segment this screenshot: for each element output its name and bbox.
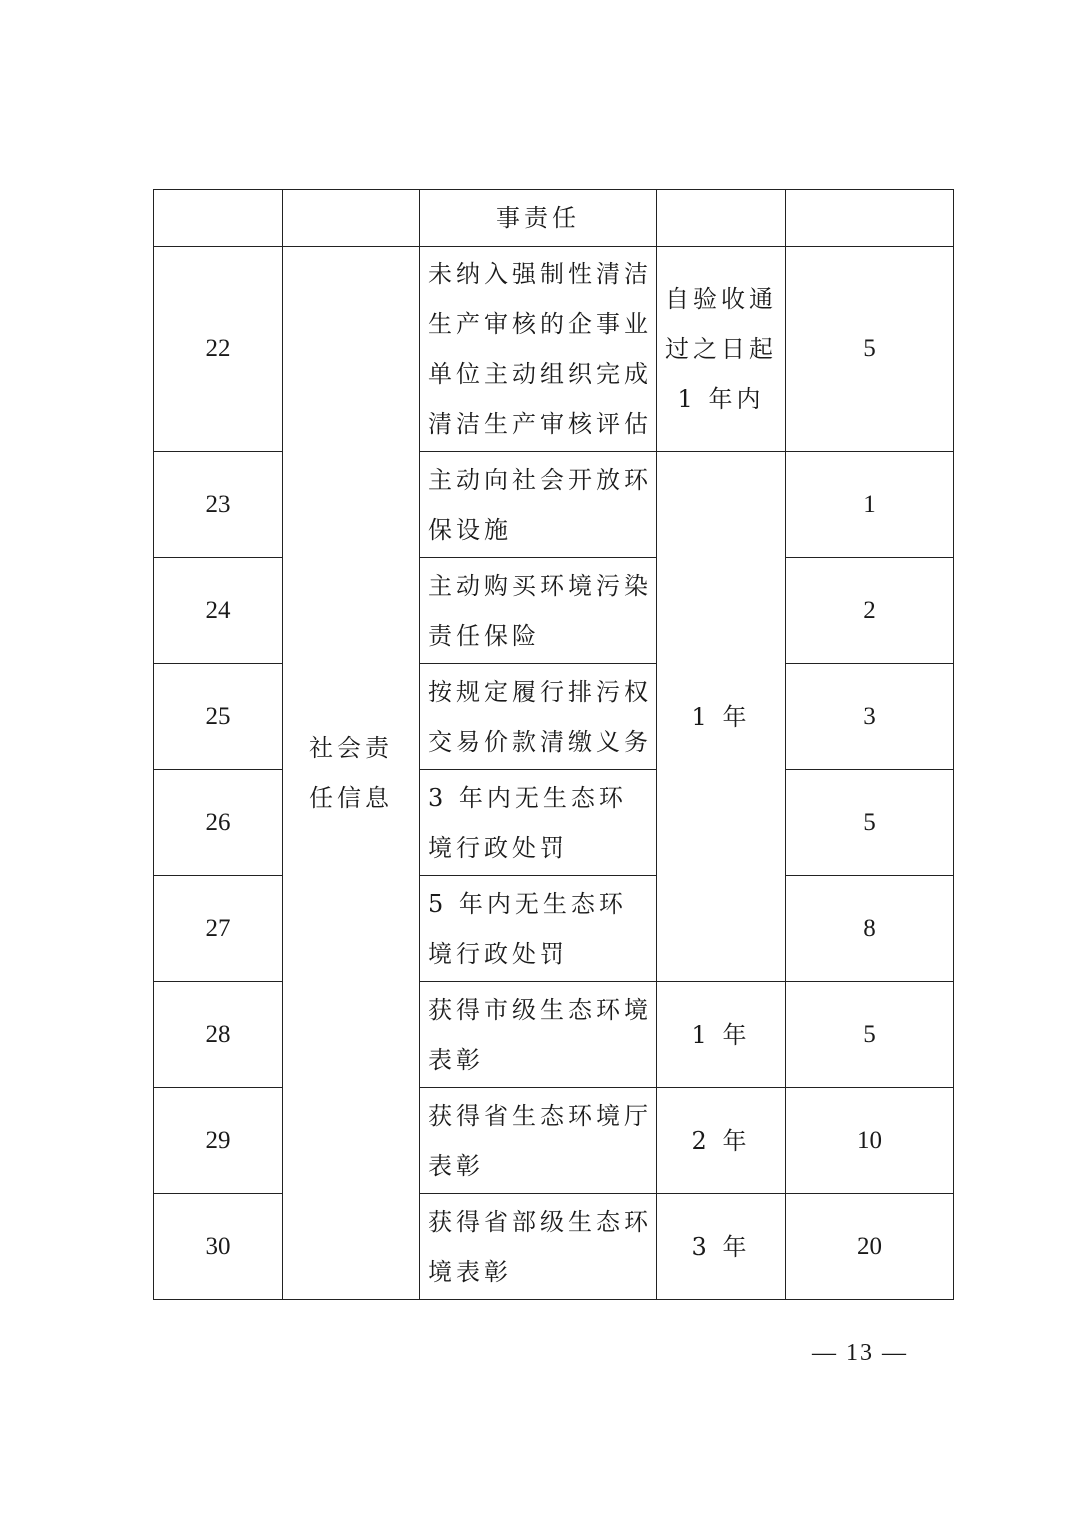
score-cell: 5 <box>786 247 954 452</box>
item-cell <box>420 190 657 247</box>
score-cell: 2 <box>786 558 954 664</box>
item-text: 3 年内无生态环境行政处罚 <box>428 783 627 862</box>
validity-text: 3 年 <box>691 1232 751 1261</box>
item-cell <box>420 1088 657 1194</box>
category-cell <box>283 247 420 1300</box>
item-text: 按规定履行排污权交易价款清缴义务 <box>428 677 652 756</box>
table-row <box>154 1088 954 1194</box>
item-cell <box>420 770 657 876</box>
item-cell <box>420 558 657 664</box>
validity-cell <box>657 190 786 247</box>
table-row <box>154 558 954 664</box>
no-cell: 23 <box>154 452 283 558</box>
table-row <box>154 1194 954 1300</box>
category-text: 社会责任信息 <box>309 734 393 812</box>
table-row <box>154 770 954 876</box>
item-text: 主动购买环境污染责任保险 <box>428 571 652 650</box>
item-cell <box>420 247 657 452</box>
validity-text: 2 年 <box>691 1126 751 1155</box>
page-number: — 13 — <box>812 1340 908 1366</box>
score-cell: 8 <box>786 876 954 982</box>
category-cell <box>283 190 420 247</box>
no-cell: 24 <box>154 558 283 664</box>
validity-text: 1 年 <box>691 702 751 731</box>
no-cell: 30 <box>154 1194 283 1300</box>
table-row <box>154 876 954 982</box>
item-text: 获得市级生态环境表彰 <box>428 995 652 1074</box>
no-cell: 28 <box>154 982 283 1088</box>
score-cell: 1 <box>786 452 954 558</box>
score-cell: 5 <box>786 982 954 1088</box>
table-row <box>154 190 954 247</box>
score-cell: 5 <box>786 770 954 876</box>
score-cell <box>786 190 954 247</box>
item-text: 主动向社会开放环保设施 <box>428 465 652 544</box>
validity-cell <box>657 452 786 982</box>
no-cell: 29 <box>154 1088 283 1194</box>
scoring-table <box>153 189 954 1300</box>
item-text: 事责任 <box>496 204 580 232</box>
validity-cell <box>657 1194 786 1300</box>
item-cell <box>420 452 657 558</box>
validity-text: 自验收通过之日起 1 年内 <box>665 285 777 413</box>
score-cell: 10 <box>786 1088 954 1194</box>
validity-cell <box>657 1088 786 1194</box>
item-text: 获得省生态环境厅表彰 <box>428 1101 652 1180</box>
item-text: 未纳入强制性清洁生产审核的企事业单位主动组织完成清洁生产审核评估 <box>428 260 652 438</box>
item-cell <box>420 1194 657 1300</box>
table-row <box>154 452 954 558</box>
table-row <box>154 982 954 1088</box>
table-row <box>154 247 954 452</box>
item-cell <box>420 982 657 1088</box>
validity-text: 1 年 <box>691 1020 751 1049</box>
item-text: 获得省部级生态环境表彰 <box>428 1207 652 1286</box>
no-cell: 27 <box>154 876 283 982</box>
item-cell <box>420 664 657 770</box>
item-text: 5 年内无生态环境行政处罚 <box>428 889 627 968</box>
item-cell <box>420 876 657 982</box>
no-cell: 25 <box>154 664 283 770</box>
no-cell: 26 <box>154 770 283 876</box>
validity-cell <box>657 247 786 452</box>
no-cell <box>154 190 283 247</box>
score-cell: 3 <box>786 664 954 770</box>
score-cell: 20 <box>786 1194 954 1300</box>
validity-cell <box>657 982 786 1088</box>
no-cell: 22 <box>154 247 283 452</box>
table-row <box>154 664 954 770</box>
